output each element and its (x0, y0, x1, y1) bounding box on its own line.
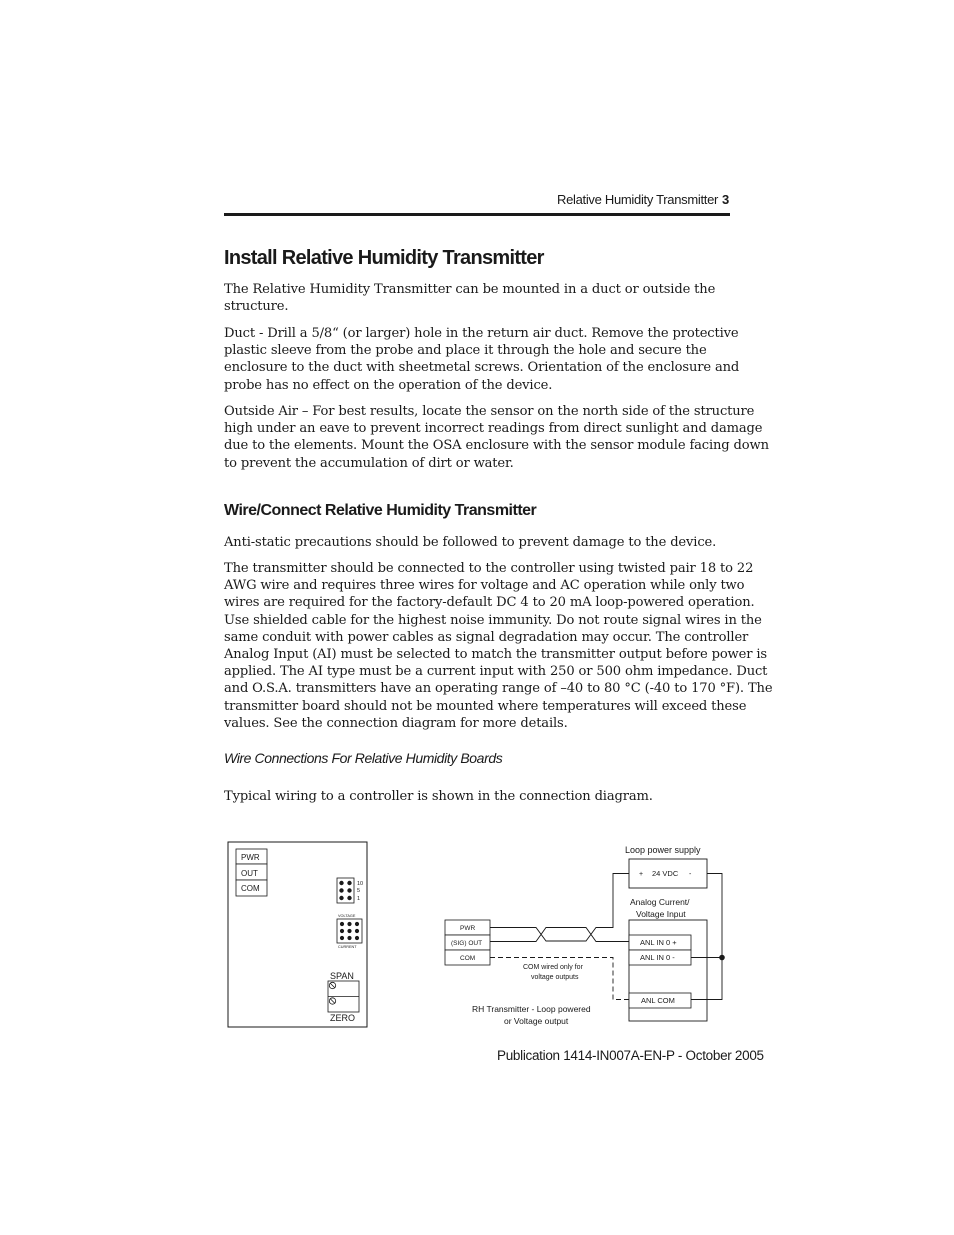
running-header-title: Relative Humidity Transmitter (557, 192, 719, 207)
junction-dot (719, 955, 725, 961)
text-line: same conduit with power cables as signal degradation may occur. The controller (224, 629, 749, 645)
supply-plus-sign: + (639, 871, 644, 878)
span-label: SPAN (330, 971, 354, 981)
input-label-line1: Analog Current/ (630, 897, 690, 907)
text-line: applied. The AI type must be a current input with 250 or 500 ohm impedance. Duct (224, 664, 768, 680)
jumper-pin (339, 896, 343, 900)
jumper-label-1: 1 (357, 896, 361, 902)
supply-voltage-label: 24 VDC (652, 869, 679, 878)
jumper-pin (347, 888, 351, 892)
transmitter-caption-line1: RH Transmitter - Loop powered (472, 1004, 591, 1014)
text-line: and O.S.A. transmitters have an operating range of –40 to 80 °C (-40 to 170 °F). The (224, 681, 773, 697)
zero-label: ZERO (330, 1013, 356, 1023)
text-line: Analog Input (AI) must be selected to match the transmitter output before power is (224, 647, 767, 663)
text-line: to prevent the accumulation of dirt or water. (224, 455, 514, 471)
jumper-label-5: 5 (357, 888, 361, 894)
jumper-pin (340, 922, 344, 926)
text-line: due to the elements. Mount the OSA enclosure with the sensor module facing down (224, 438, 769, 454)
figure-caption: Wire Connections For Relative Humidity Boards (224, 750, 503, 766)
text-line: values. See the connection diagram for more details. (224, 715, 568, 731)
pwr-wire (490, 874, 629, 942)
jumper-pin (355, 922, 359, 926)
com-note-line2: voltage outputs (531, 974, 579, 981)
text-line: The transmitter should be connected to the controller using twisted pair 18 to 22 (224, 561, 754, 576)
text-line: structure. (224, 299, 289, 315)
text-line: Use shielded cable for the highest noise immunity. Do not route signal wires in the (224, 612, 762, 628)
wiring-schematic (445, 845, 725, 1026)
text-line: wires are required for the factory-default DC 4 to 20 mA loop-powered operation. (224, 595, 755, 611)
board-terminal-pwr: PWR (241, 853, 260, 862)
loop-supply-label: Loop power supply (625, 845, 701, 855)
jumper-pin (347, 936, 351, 940)
transmitter-board (228, 842, 367, 1027)
text-line: plastic sleeve from the probe and place it through the hole and secure the (224, 343, 707, 359)
jumper-pin (355, 936, 359, 940)
page-number: 3 (722, 192, 730, 207)
text-line: AWG wire and requires three wires for voltage and AC operation while only two (224, 578, 745, 594)
jumper-pin (339, 888, 343, 892)
board-terminal-out: OUT (241, 869, 258, 878)
transmitter-caption-line2: or Voltage output (504, 1016, 569, 1026)
input-label-line2: Voltage Input (636, 909, 686, 919)
anl-in-minus-label: ANL IN 0 - (640, 953, 675, 962)
supply-minus-sign: - (689, 871, 692, 878)
text-line: enclosure to the duct with sheetmetal screws. Orientation of the enclosure and (224, 360, 740, 376)
jumper-pin (340, 936, 344, 940)
text-line: Typical wiring to a controller is shown in the connection diagram. (224, 789, 653, 804)
tx-terminal-sig-out: (SIG) OUT (451, 940, 483, 947)
anl-com-label: ANL COM (641, 996, 675, 1005)
jumper-pin (347, 929, 351, 933)
text-line: Outside Air – For best results, locate the sensor on the north side of the structure (224, 404, 755, 419)
jumper-label-10: 10 (357, 881, 364, 887)
voltage-label: VOLTAGE (338, 914, 356, 918)
jumper-pin (355, 929, 359, 933)
com-note-line1: COM wired only for (523, 964, 583, 971)
jumper-pin (339, 881, 343, 885)
text-line: Duct - Drill a 5/8“ (or larger) hole in the return air duct. Remove the protective (224, 326, 739, 341)
text-line: probe has no effect on the operation of the device. (224, 377, 553, 393)
text-line: high under an eave to prevent incorrect readings from direct sunlight and damage (224, 421, 763, 437)
jumper-pin (347, 896, 351, 900)
signal-wire (490, 928, 629, 942)
jumper-pin (347, 881, 351, 885)
tx-terminal-pwr: PWR (460, 925, 476, 932)
jumper-pin (347, 922, 351, 926)
section-title-install: Install Relative Humidity Transmitter (224, 247, 544, 269)
publication-footer: Publication 1414-IN007A-EN-P - October 2005 (497, 1048, 764, 1063)
text-line: The Relative Humidity Transmitter can be mounted in a duct or outside the (224, 282, 716, 297)
text-line: Anti-static precautions should be followed to prevent damage to the device. (224, 535, 717, 550)
current-label: CURRENT (338, 945, 357, 949)
board-terminal-com: COM (241, 884, 260, 893)
text-line: transmitter board should not be mounted where temperatures will exceed these (224, 698, 747, 714)
jumper-pin (340, 929, 344, 933)
section-title-wire-connect: Wire/Connect Relative Humidity Transmitter (224, 502, 537, 519)
anl-in-plus-label: ANL IN 0 + (640, 938, 677, 947)
tx-terminal-com: COM (460, 955, 476, 962)
return-wire (691, 874, 722, 1000)
